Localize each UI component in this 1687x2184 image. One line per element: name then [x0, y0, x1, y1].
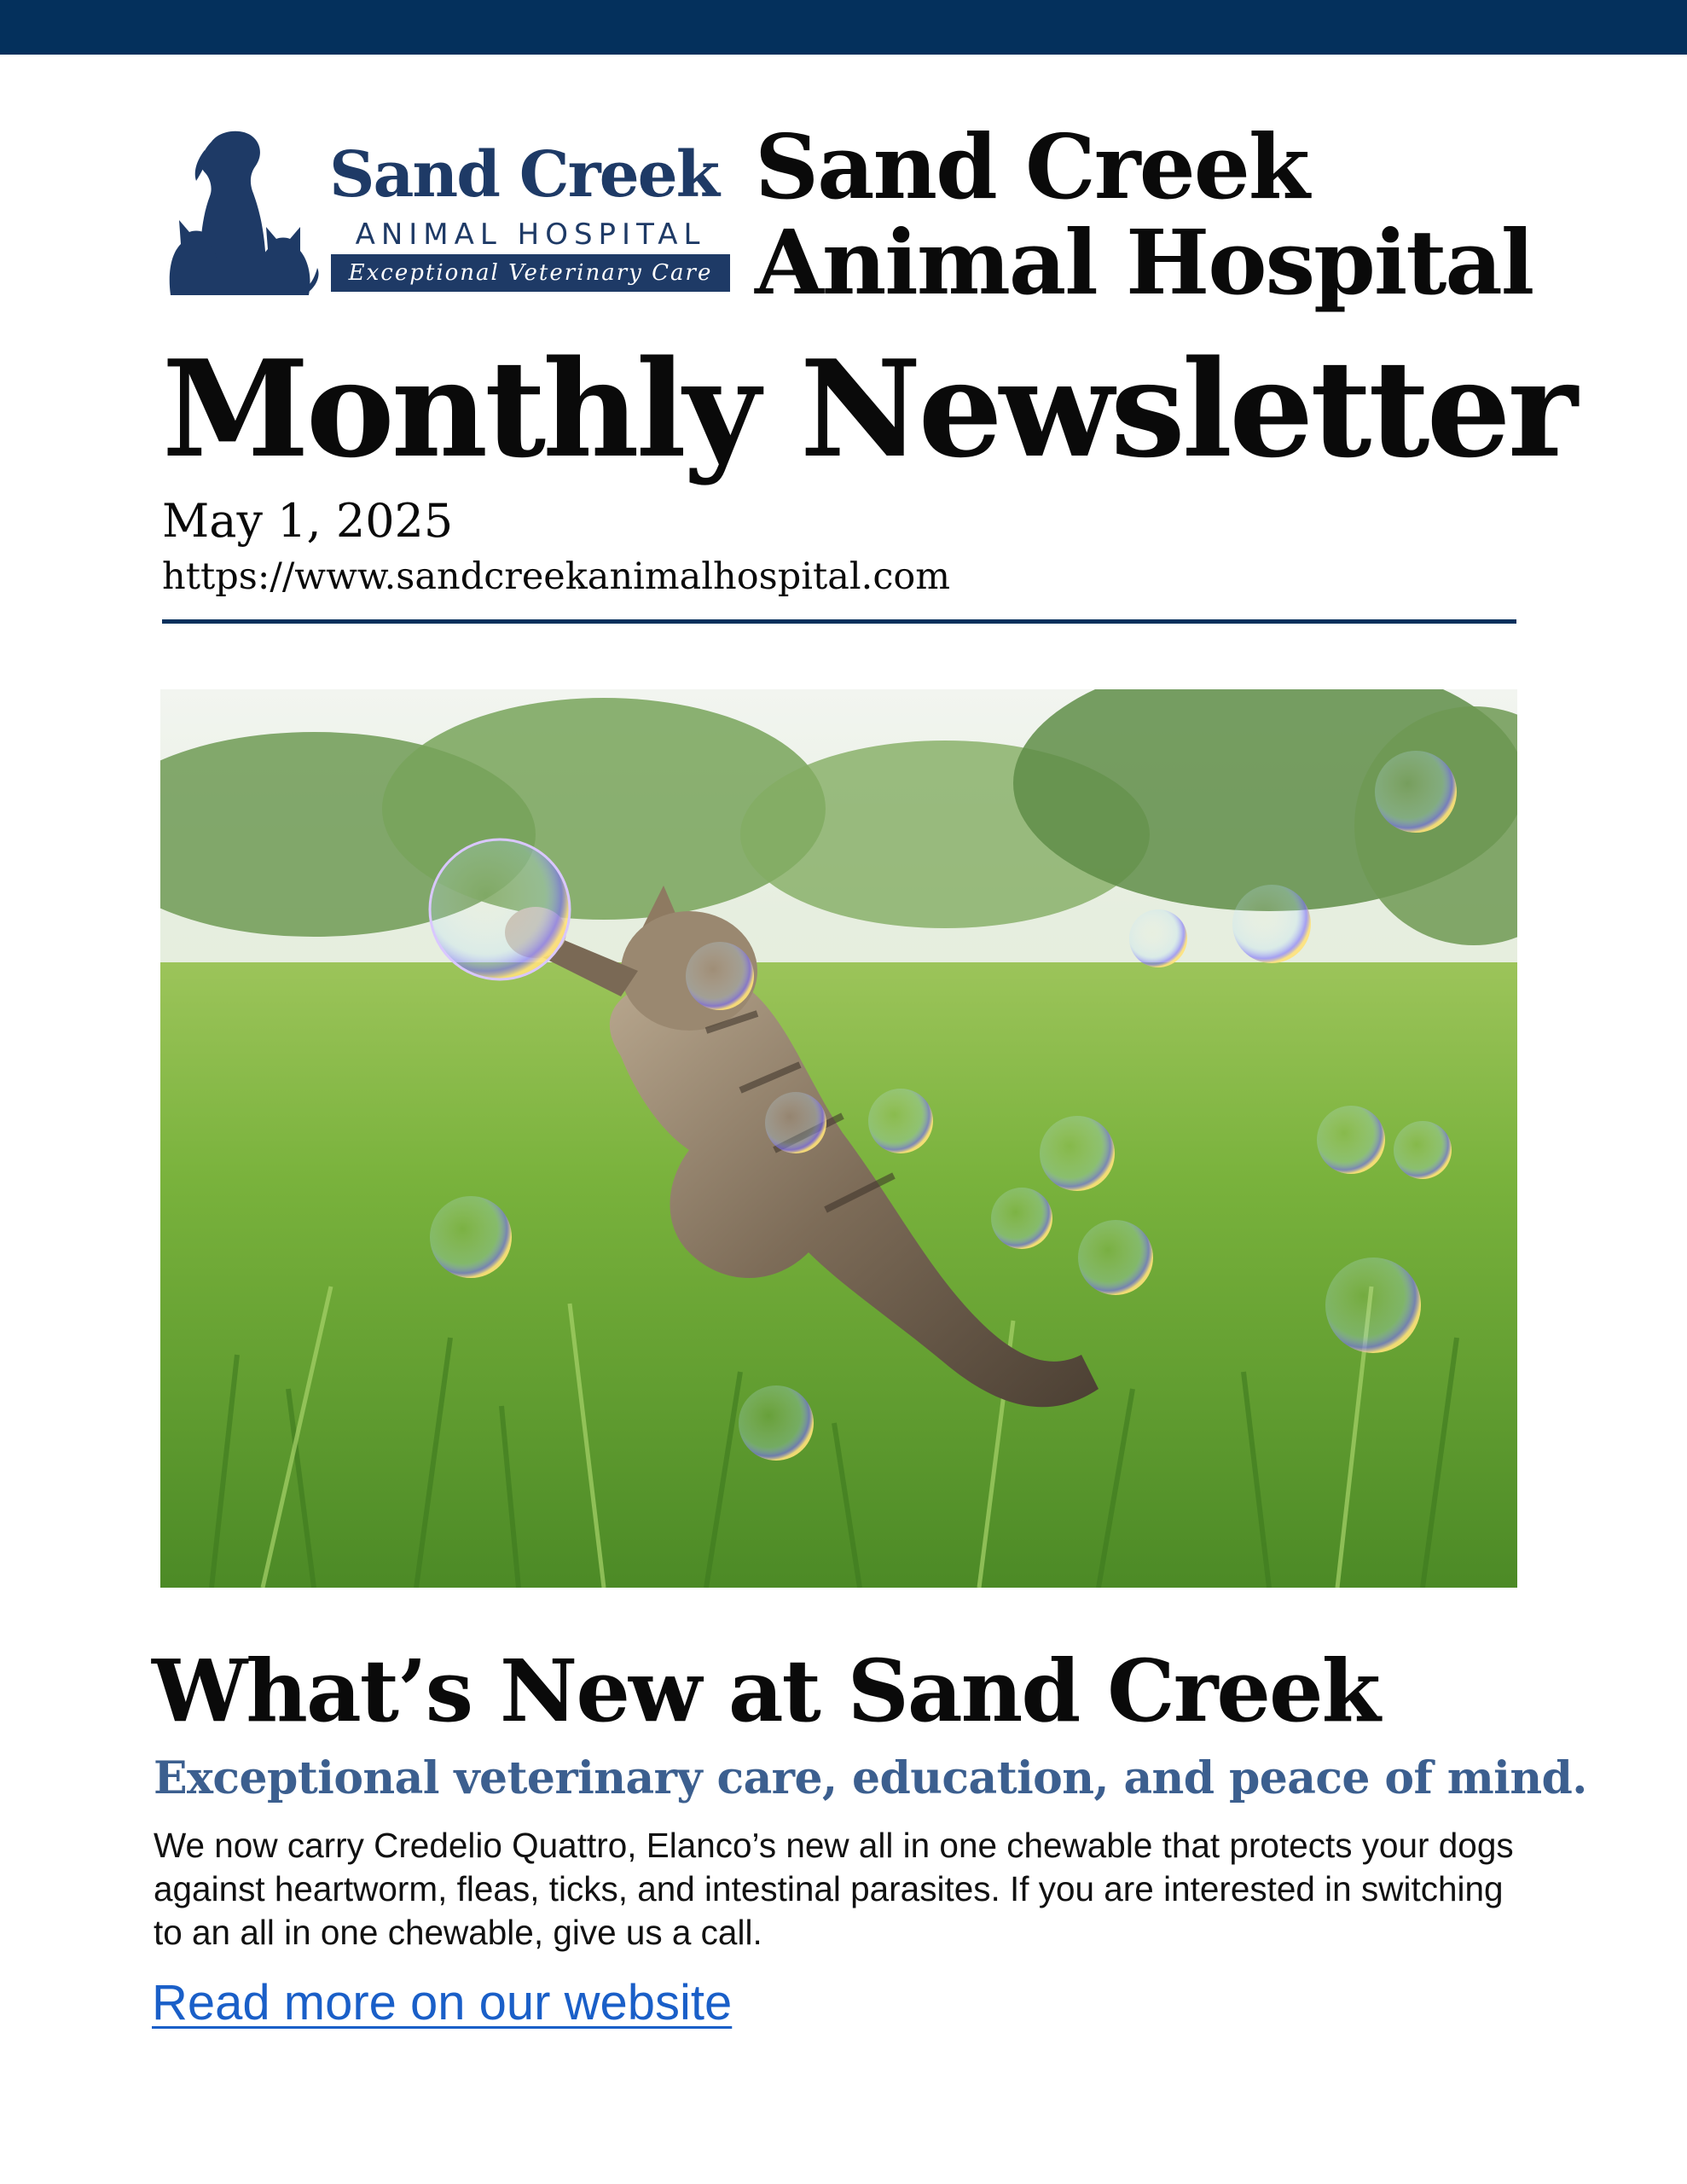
top-banner-bar: [0, 0, 1687, 55]
issue-date: May 1, 2025: [162, 494, 454, 548]
article-subtitle: Exceptional veterinary care, education, and peace of mind.: [154, 1752, 1587, 1804]
article-title: What’s New at Sand Creek: [152, 1641, 1379, 1741]
dog-and-cats-silhouette-icon: [167, 125, 321, 304]
hospital-logo[interactable]: [167, 125, 730, 304]
logo-tagline: Exceptional Veterinary Care: [331, 254, 730, 292]
logo-name: Sand Creek: [329, 138, 719, 212]
newsletter-title: Monthly Newsletter: [162, 331, 1574, 487]
article-body: We now carry Credelio Quattro, Elanco’s new all in one chewable that protects your dogs against heartworm, fleas, ticks, and intestinal parasites. If you are interested in switching to an all in one chewable, give us a call.: [154, 1826, 1514, 1952]
header-divider: [162, 619, 1516, 624]
website-url[interactable]: https://www.sandcreekanimalhospital.com: [162, 555, 951, 598]
logo-subtitle: ANIMAL HOSPITAL: [355, 218, 706, 252]
hospital-name-line2: Animal Hospital: [755, 210, 1533, 315]
hospital-name-line1: Sand Creek: [755, 114, 1308, 219]
hospital-name-heading: [755, 114, 1633, 315]
hero-image-kitten-with-bubbles: [160, 689, 1517, 1588]
read-more-link[interactable]: Read more on our website: [152, 1975, 733, 2030]
